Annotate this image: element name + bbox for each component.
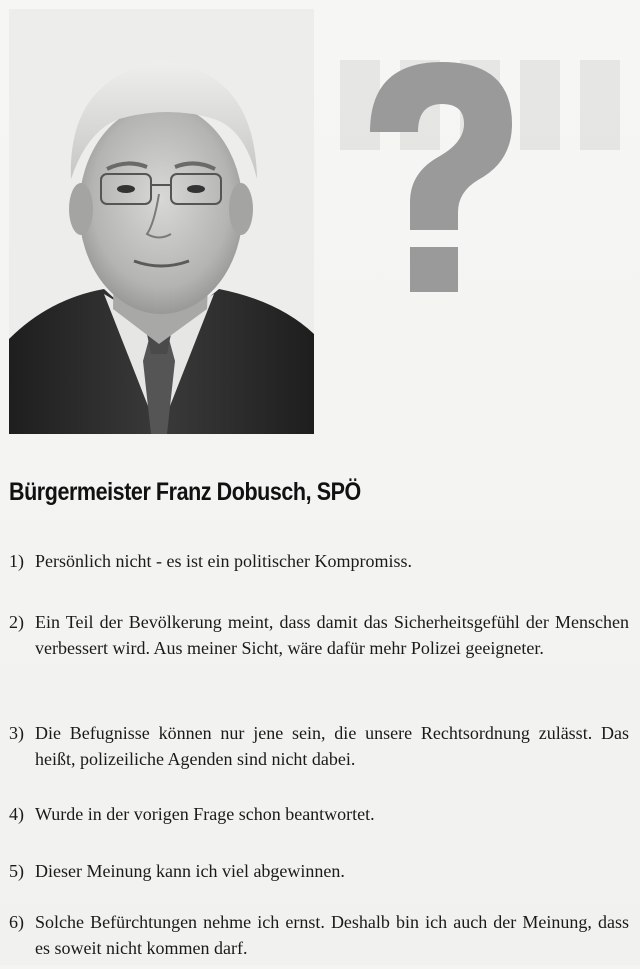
answer-number: 4) bbox=[9, 804, 24, 824]
list-item bbox=[9, 909, 629, 969]
answer-number: 6) bbox=[9, 912, 24, 932]
answer-text: Ein Teil der Bevölkerung meint, dass damit das Sicherheitsgefühl der Menschen verbessert wird. Aus meiner Sicht, wäre dafür mehr Polizei geeigneter. bbox=[35, 612, 629, 658]
list-item bbox=[9, 720, 629, 801]
answer-text: Solche Befürchtungen nehme ich ernst. Deshalb bin ich auch der Meinung, dass es soweit nicht kommen darf. bbox=[35, 912, 629, 958]
answer-list bbox=[9, 548, 629, 969]
list-item bbox=[9, 548, 629, 609]
answer-number: 2) bbox=[9, 612, 24, 632]
answer-text: Persönlich nicht - es ist ein politischer Kompromiss. bbox=[35, 551, 412, 571]
answer-number: 5) bbox=[9, 861, 24, 881]
answer-text: Die Befugnisse können nur jene sein, die unsere Rechtsordnung zulässt. Das heißt, polizeiliche Agenden sind nicht dabei. bbox=[35, 723, 629, 769]
portrait-photo bbox=[9, 9, 314, 434]
answer-text: Wurde in der vorigen Frage schon beantwortet. bbox=[35, 804, 375, 824]
list-item bbox=[9, 801, 629, 858]
answer-number: 1) bbox=[9, 551, 24, 571]
answer-text: Dieser Meinung kann ich viel abgewinnen. bbox=[35, 861, 345, 881]
page-title: Bürgermeister Franz Dobusch, SPÖ bbox=[9, 478, 361, 506]
question-mark-icon bbox=[360, 62, 520, 297]
list-item bbox=[9, 858, 629, 909]
list-item bbox=[9, 609, 629, 720]
answer-number: 3) bbox=[9, 723, 24, 743]
